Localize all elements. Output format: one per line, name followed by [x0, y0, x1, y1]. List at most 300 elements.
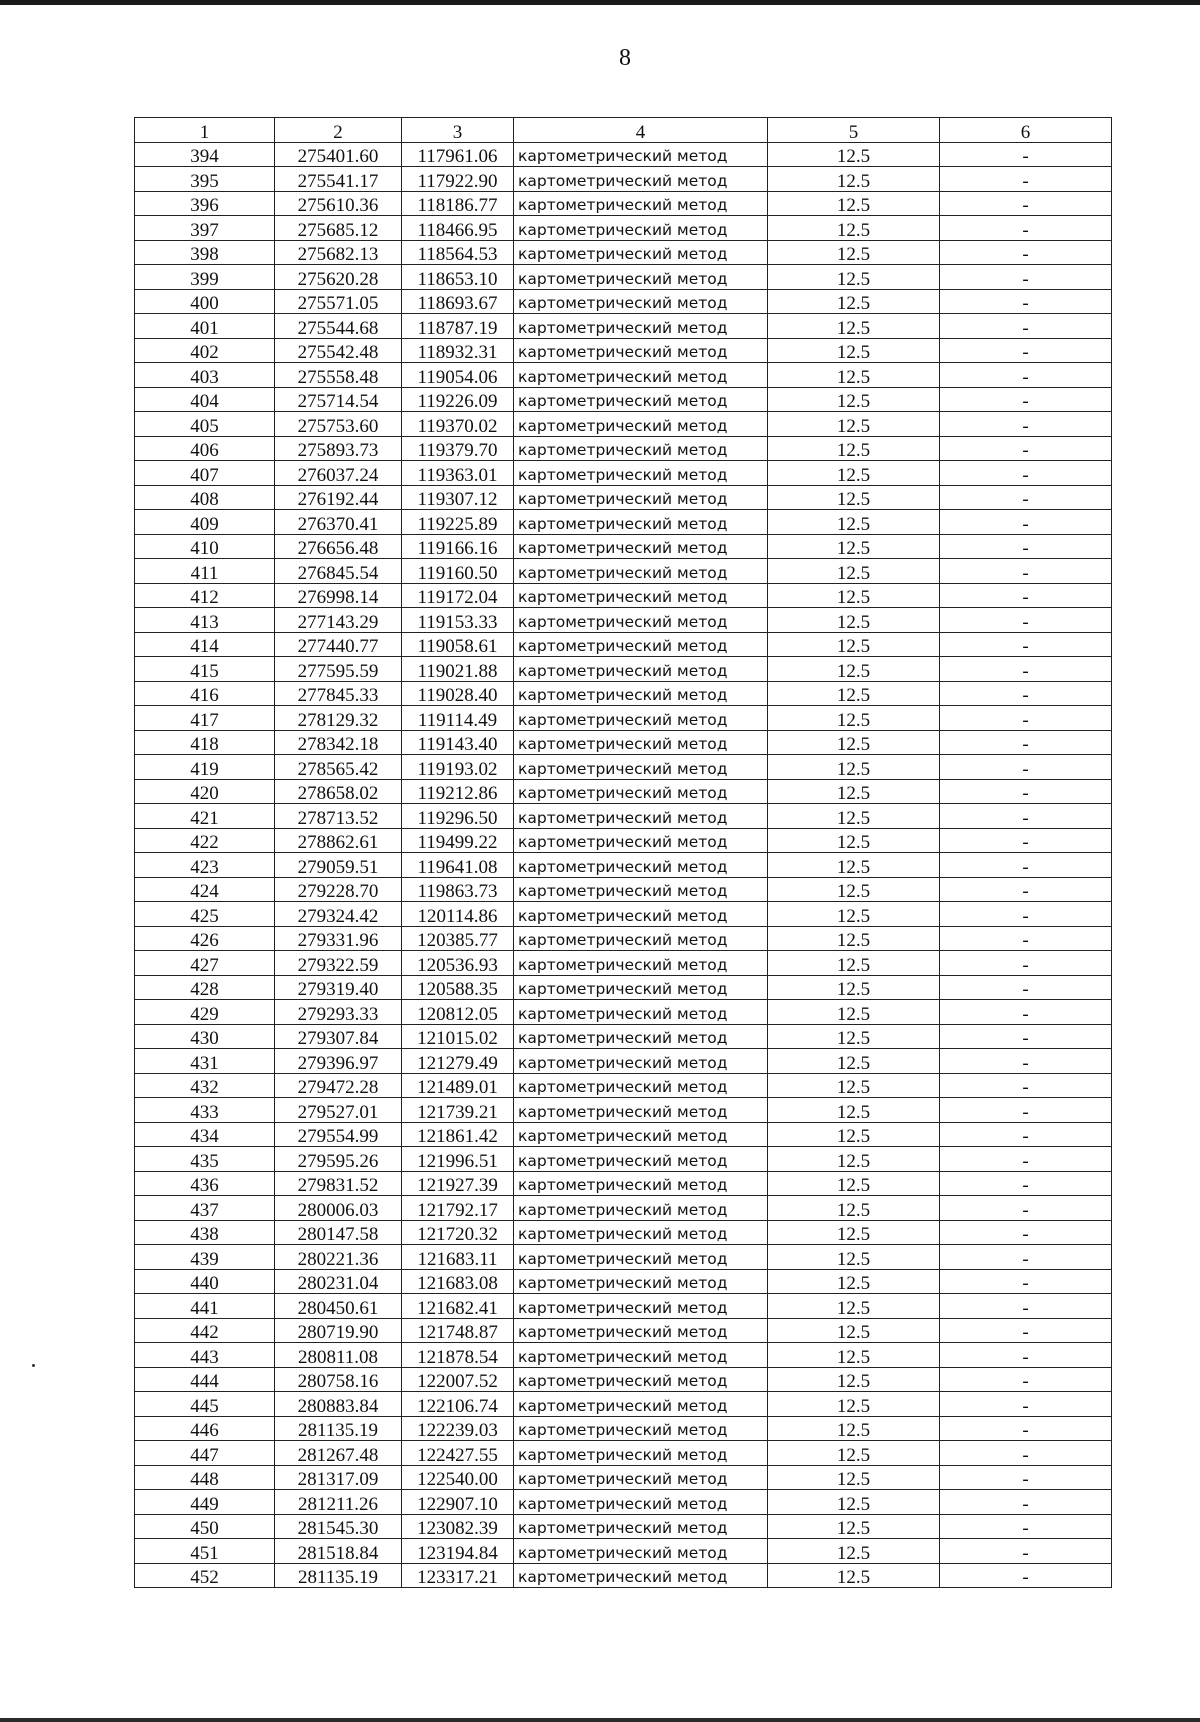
- page-number: 8: [619, 45, 631, 71]
- note-cell: -: [940, 1490, 1112, 1515]
- accuracy-cell: 12.5: [768, 1171, 940, 1196]
- table-row: [135, 1049, 1112, 1074]
- method-cell: картометрический метод: [514, 1465, 768, 1490]
- x-coordinate-cell: 275544.68: [275, 314, 402, 339]
- table-row: [135, 657, 1112, 682]
- note-cell: -: [940, 926, 1112, 951]
- x-coordinate-cell: 279527.01: [275, 1098, 402, 1123]
- accuracy-cell: 12.5: [768, 387, 940, 412]
- method-cell: картометрический метод: [514, 1269, 768, 1294]
- note-cell: -: [940, 461, 1112, 486]
- table-row: [135, 779, 1112, 804]
- accuracy-cell: 12.5: [768, 240, 940, 265]
- accuracy-cell: 12.5: [768, 1392, 940, 1417]
- accuracy-cell: 12.5: [768, 534, 940, 559]
- point-number-cell: 407: [135, 461, 275, 486]
- point-number-cell: 428: [135, 975, 275, 1000]
- point-number-cell: 427: [135, 951, 275, 976]
- point-number-cell: 411: [135, 559, 275, 584]
- x-coordinate-cell: 276998.14: [275, 583, 402, 608]
- coordinates-table: [134, 117, 1112, 1588]
- scan-top-edge: [0, 0, 1200, 5]
- note-cell: -: [940, 1294, 1112, 1319]
- header-col-5: 5: [768, 118, 940, 143]
- table-row: [135, 706, 1112, 731]
- x-coordinate-cell: 281267.48: [275, 1441, 402, 1466]
- method-cell: картометрический метод: [514, 1563, 768, 1588]
- method-cell: картометрический метод: [514, 412, 768, 437]
- note-cell: -: [940, 412, 1112, 437]
- table-row: [135, 1539, 1112, 1564]
- x-coordinate-cell: 275753.60: [275, 412, 402, 437]
- method-cell: картометрический метод: [514, 216, 768, 241]
- method-cell: картометрический метод: [514, 632, 768, 657]
- table-row: [135, 314, 1112, 339]
- note-cell: -: [940, 1416, 1112, 1441]
- note-cell: -: [940, 1049, 1112, 1074]
- method-cell: картометрический метод: [514, 1490, 768, 1515]
- accuracy-cell: 12.5: [768, 1318, 940, 1343]
- table-row: [135, 877, 1112, 902]
- x-coordinate-cell: 279307.84: [275, 1024, 402, 1049]
- y-coordinate-cell: 121015.02: [402, 1024, 514, 1049]
- accuracy-cell: 12.5: [768, 142, 940, 167]
- y-coordinate-cell: 118787.19: [402, 314, 514, 339]
- point-number-cell: 434: [135, 1122, 275, 1147]
- y-coordinate-cell: 121792.17: [402, 1196, 514, 1221]
- table-row: [135, 608, 1112, 633]
- note-cell: -: [940, 804, 1112, 829]
- accuracy-cell: 12.5: [768, 1269, 940, 1294]
- x-coordinate-cell: 279595.26: [275, 1147, 402, 1172]
- y-coordinate-cell: 119021.88: [402, 657, 514, 682]
- y-coordinate-cell: 119058.61: [402, 632, 514, 657]
- y-coordinate-cell: 120588.35: [402, 975, 514, 1000]
- method-cell: картометрический метод: [514, 1024, 768, 1049]
- table-row: [135, 1220, 1112, 1245]
- y-coordinate-cell: 118186.77: [402, 191, 514, 216]
- point-number-cell: 412: [135, 583, 275, 608]
- method-cell: картометрический метод: [514, 534, 768, 559]
- point-number-cell: 439: [135, 1245, 275, 1270]
- accuracy-cell: 12.5: [768, 314, 940, 339]
- note-cell: -: [940, 387, 1112, 412]
- y-coordinate-cell: 119641.08: [402, 853, 514, 878]
- point-number-cell: 410: [135, 534, 275, 559]
- accuracy-cell: 12.5: [768, 1367, 940, 1392]
- note-cell: -: [940, 1098, 1112, 1123]
- method-cell: картометрический метод: [514, 1196, 768, 1221]
- accuracy-cell: 12.5: [768, 583, 940, 608]
- method-cell: картометрический метод: [514, 1171, 768, 1196]
- table-row: [135, 240, 1112, 265]
- note-cell: -: [940, 216, 1112, 241]
- table-row: [135, 559, 1112, 584]
- point-number-cell: 403: [135, 363, 275, 388]
- table-row: [135, 1245, 1112, 1270]
- method-cell: картометрический метод: [514, 314, 768, 339]
- point-number-cell: 405: [135, 412, 275, 437]
- y-coordinate-cell: 121748.87: [402, 1318, 514, 1343]
- accuracy-cell: 12.5: [768, 608, 940, 633]
- accuracy-cell: 12.5: [768, 681, 940, 706]
- method-cell: картометрический метод: [514, 436, 768, 461]
- method-cell: картометрический метод: [514, 1539, 768, 1564]
- point-number-cell: 423: [135, 853, 275, 878]
- header-col-3: 3: [402, 118, 514, 143]
- table-row: [135, 216, 1112, 241]
- accuracy-cell: 12.5: [768, 1024, 940, 1049]
- accuracy-cell: 12.5: [768, 265, 940, 290]
- y-coordinate-cell: 121683.08: [402, 1269, 514, 1294]
- note-cell: -: [940, 755, 1112, 780]
- method-cell: картометрический метод: [514, 485, 768, 510]
- point-number-cell: 415: [135, 657, 275, 682]
- table-row: [135, 1416, 1112, 1441]
- point-number-cell: 404: [135, 387, 275, 412]
- method-cell: картометрический метод: [514, 1416, 768, 1441]
- point-number-cell: 430: [135, 1024, 275, 1049]
- accuracy-cell: 12.5: [768, 1490, 940, 1515]
- y-coordinate-cell: 119166.16: [402, 534, 514, 559]
- x-coordinate-cell: 280231.04: [275, 1269, 402, 1294]
- table-row: [135, 461, 1112, 486]
- table-row: [135, 265, 1112, 290]
- method-cell: картометрический метод: [514, 951, 768, 976]
- accuracy-cell: 12.5: [768, 1514, 940, 1539]
- method-cell: картометрический метод: [514, 583, 768, 608]
- x-coordinate-cell: 280758.16: [275, 1367, 402, 1392]
- method-cell: картометрический метод: [514, 1514, 768, 1539]
- y-coordinate-cell: 119379.70: [402, 436, 514, 461]
- x-coordinate-cell: 278713.52: [275, 804, 402, 829]
- method-cell: картометрический метод: [514, 265, 768, 290]
- table-row: [135, 853, 1112, 878]
- note-cell: -: [940, 1269, 1112, 1294]
- y-coordinate-cell: 122007.52: [402, 1367, 514, 1392]
- table-row: [135, 191, 1112, 216]
- x-coordinate-cell: 275571.05: [275, 289, 402, 314]
- header-col-1: 1: [135, 118, 275, 143]
- y-coordinate-cell: 123194.84: [402, 1539, 514, 1564]
- y-coordinate-cell: 121878.54: [402, 1343, 514, 1368]
- x-coordinate-cell: 275610.36: [275, 191, 402, 216]
- scan-bottom-edge: [0, 1718, 1200, 1722]
- point-number-cell: 417: [135, 706, 275, 731]
- method-cell: картометрический метод: [514, 1441, 768, 1466]
- accuracy-cell: 12.5: [768, 853, 940, 878]
- note-cell: -: [940, 534, 1112, 559]
- note-cell: -: [940, 657, 1112, 682]
- header-col-4: 4: [514, 118, 768, 143]
- note-cell: -: [940, 1514, 1112, 1539]
- x-coordinate-cell: 275620.28: [275, 265, 402, 290]
- note-cell: -: [940, 1024, 1112, 1049]
- table-row: [135, 632, 1112, 657]
- method-cell: картометрический метод: [514, 1367, 768, 1392]
- table-row: [135, 412, 1112, 437]
- table-row: [135, 387, 1112, 412]
- method-cell: картометрический метод: [514, 681, 768, 706]
- method-cell: картометрический метод: [514, 363, 768, 388]
- y-coordinate-cell: 121927.39: [402, 1171, 514, 1196]
- table-row: [135, 1196, 1112, 1221]
- method-cell: картометрический метод: [514, 706, 768, 731]
- note-cell: -: [940, 485, 1112, 510]
- table-row: [135, 1441, 1112, 1466]
- note-cell: -: [940, 853, 1112, 878]
- accuracy-cell: 12.5: [768, 1098, 940, 1123]
- y-coordinate-cell: 119153.33: [402, 608, 514, 633]
- point-number-cell: 420: [135, 779, 275, 804]
- accuracy-cell: 12.5: [768, 216, 940, 241]
- method-cell: картометрический метод: [514, 779, 768, 804]
- point-number-cell: 450: [135, 1514, 275, 1539]
- accuracy-cell: 12.5: [768, 877, 940, 902]
- x-coordinate-cell: 276370.41: [275, 510, 402, 535]
- point-number-cell: 441: [135, 1294, 275, 1319]
- table-row: [135, 1098, 1112, 1123]
- x-coordinate-cell: 281135.19: [275, 1563, 402, 1588]
- y-coordinate-cell: 119028.40: [402, 681, 514, 706]
- method-cell: картометрический метод: [514, 461, 768, 486]
- accuracy-cell: 12.5: [768, 1000, 940, 1025]
- note-cell: -: [940, 1073, 1112, 1098]
- point-number-cell: 406: [135, 436, 275, 461]
- table-row: [135, 1024, 1112, 1049]
- method-cell: картометрический метод: [514, 877, 768, 902]
- y-coordinate-cell: 121720.32: [402, 1220, 514, 1245]
- header-row: [135, 118, 1112, 143]
- point-number-cell: 436: [135, 1171, 275, 1196]
- x-coordinate-cell: 280883.84: [275, 1392, 402, 1417]
- y-coordinate-cell: 119307.12: [402, 485, 514, 510]
- method-cell: картометрический метод: [514, 1245, 768, 1270]
- note-cell: -: [940, 1171, 1112, 1196]
- y-coordinate-cell: 122106.74: [402, 1392, 514, 1417]
- point-number-cell: 414: [135, 632, 275, 657]
- method-cell: картометрический метод: [514, 730, 768, 755]
- y-coordinate-cell: 119114.49: [402, 706, 514, 731]
- table-row: [135, 1465, 1112, 1490]
- y-coordinate-cell: 120114.86: [402, 902, 514, 927]
- note-cell: -: [940, 1318, 1112, 1343]
- x-coordinate-cell: 279322.59: [275, 951, 402, 976]
- note-cell: -: [940, 951, 1112, 976]
- table-row: [135, 755, 1112, 780]
- y-coordinate-cell: 119054.06: [402, 363, 514, 388]
- method-cell: картометрический метод: [514, 167, 768, 192]
- y-coordinate-cell: 119193.02: [402, 755, 514, 780]
- x-coordinate-cell: 275685.12: [275, 216, 402, 241]
- y-coordinate-cell: 121996.51: [402, 1147, 514, 1172]
- y-coordinate-cell: 117961.06: [402, 142, 514, 167]
- accuracy-cell: 12.5: [768, 412, 940, 437]
- note-cell: -: [940, 167, 1112, 192]
- y-coordinate-cell: 123082.39: [402, 1514, 514, 1539]
- header-col-2: 2: [275, 118, 402, 143]
- x-coordinate-cell: 275893.73: [275, 436, 402, 461]
- note-cell: -: [940, 632, 1112, 657]
- table-row: [135, 1147, 1112, 1172]
- accuracy-cell: 12.5: [768, 1196, 940, 1221]
- note-cell: -: [940, 559, 1112, 584]
- x-coordinate-cell: 276037.24: [275, 461, 402, 486]
- accuracy-cell: 12.5: [768, 951, 940, 976]
- x-coordinate-cell: 279293.33: [275, 1000, 402, 1025]
- note-cell: -: [940, 1392, 1112, 1417]
- x-coordinate-cell: 275682.13: [275, 240, 402, 265]
- x-coordinate-cell: 279554.99: [275, 1122, 402, 1147]
- method-cell: картометрический метод: [514, 1294, 768, 1319]
- x-coordinate-cell: 278658.02: [275, 779, 402, 804]
- table-row: [135, 1514, 1112, 1539]
- y-coordinate-cell: 119370.02: [402, 412, 514, 437]
- point-number-cell: 444: [135, 1367, 275, 1392]
- table-row: [135, 583, 1112, 608]
- accuracy-cell: 12.5: [768, 1049, 940, 1074]
- point-number-cell: 442: [135, 1318, 275, 1343]
- point-number-cell: 401: [135, 314, 275, 339]
- y-coordinate-cell: 122239.03: [402, 1416, 514, 1441]
- table-row: [135, 1122, 1112, 1147]
- y-coordinate-cell: 119226.09: [402, 387, 514, 412]
- accuracy-cell: 12.5: [768, 289, 940, 314]
- note-cell: -: [940, 608, 1112, 633]
- method-cell: картометрический метод: [514, 1392, 768, 1417]
- accuracy-cell: 12.5: [768, 779, 940, 804]
- table-header: [135, 118, 1112, 143]
- note-cell: -: [940, 1539, 1112, 1564]
- y-coordinate-cell: 122540.00: [402, 1465, 514, 1490]
- table-row: [135, 1563, 1112, 1588]
- point-number-cell: 447: [135, 1441, 275, 1466]
- method-cell: картометрический метод: [514, 510, 768, 535]
- point-number-cell: 445: [135, 1392, 275, 1417]
- method-cell: картометрический метод: [514, 559, 768, 584]
- x-coordinate-cell: 279396.97: [275, 1049, 402, 1074]
- x-coordinate-cell: 277845.33: [275, 681, 402, 706]
- point-number-cell: 440: [135, 1269, 275, 1294]
- y-coordinate-cell: 119363.01: [402, 461, 514, 486]
- method-cell: картометрический метод: [514, 828, 768, 853]
- method-cell: картометрический метод: [514, 1073, 768, 1098]
- accuracy-cell: 12.5: [768, 926, 940, 951]
- table-row: [135, 926, 1112, 951]
- method-cell: картометрический метод: [514, 926, 768, 951]
- point-number-cell: 435: [135, 1147, 275, 1172]
- note-cell: -: [940, 902, 1112, 927]
- accuracy-cell: 12.5: [768, 1343, 940, 1368]
- point-number-cell: 422: [135, 828, 275, 853]
- point-number-cell: 446: [135, 1416, 275, 1441]
- x-coordinate-cell: 281518.84: [275, 1539, 402, 1564]
- y-coordinate-cell: 121682.41: [402, 1294, 514, 1319]
- x-coordinate-cell: 281211.26: [275, 1490, 402, 1515]
- table-row: [135, 510, 1112, 535]
- accuracy-cell: 12.5: [768, 1294, 940, 1319]
- note-cell: -: [940, 877, 1112, 902]
- accuracy-cell: 12.5: [768, 510, 940, 535]
- method-cell: картометрический метод: [514, 1000, 768, 1025]
- point-number-cell: 425: [135, 902, 275, 927]
- point-number-cell: 416: [135, 681, 275, 706]
- y-coordinate-cell: 118466.95: [402, 216, 514, 241]
- y-coordinate-cell: 122427.55: [402, 1441, 514, 1466]
- method-cell: картометрический метод: [514, 1122, 768, 1147]
- accuracy-cell: 12.5: [768, 436, 940, 461]
- table-row: [135, 436, 1112, 461]
- point-number-cell: 437: [135, 1196, 275, 1221]
- point-number-cell: 432: [135, 1073, 275, 1098]
- accuracy-cell: 12.5: [768, 1147, 940, 1172]
- point-number-cell: 448: [135, 1465, 275, 1490]
- y-coordinate-cell: 117922.90: [402, 167, 514, 192]
- point-number-cell: 398: [135, 240, 275, 265]
- note-cell: -: [940, 1000, 1112, 1025]
- method-cell: картометрический метод: [514, 1220, 768, 1245]
- accuracy-cell: 12.5: [768, 559, 940, 584]
- table-row: [135, 1318, 1112, 1343]
- x-coordinate-cell: 280221.36: [275, 1245, 402, 1270]
- note-cell: -: [940, 191, 1112, 216]
- note-cell: -: [940, 338, 1112, 363]
- x-coordinate-cell: 275714.54: [275, 387, 402, 412]
- x-coordinate-cell: 280006.03: [275, 1196, 402, 1221]
- accuracy-cell: 12.5: [768, 657, 940, 682]
- method-cell: картометрический метод: [514, 853, 768, 878]
- y-coordinate-cell: 121279.49: [402, 1049, 514, 1074]
- note-cell: -: [940, 289, 1112, 314]
- note-cell: -: [940, 706, 1112, 731]
- note-cell: -: [940, 828, 1112, 853]
- y-coordinate-cell: 118693.67: [402, 289, 514, 314]
- x-coordinate-cell: 278342.18: [275, 730, 402, 755]
- table-row: [135, 804, 1112, 829]
- accuracy-cell: 12.5: [768, 755, 940, 780]
- x-coordinate-cell: 280719.90: [275, 1318, 402, 1343]
- note-cell: -: [940, 1122, 1112, 1147]
- y-coordinate-cell: 119296.50: [402, 804, 514, 829]
- y-coordinate-cell: 118653.10: [402, 265, 514, 290]
- y-coordinate-cell: 119499.22: [402, 828, 514, 853]
- x-coordinate-cell: 275401.60: [275, 142, 402, 167]
- y-coordinate-cell: 119172.04: [402, 583, 514, 608]
- note-cell: -: [940, 363, 1112, 388]
- x-coordinate-cell: 281135.19: [275, 1416, 402, 1441]
- x-coordinate-cell: 280147.58: [275, 1220, 402, 1245]
- note-cell: -: [940, 314, 1112, 339]
- accuracy-cell: 12.5: [768, 1539, 940, 1564]
- note-cell: -: [940, 1196, 1112, 1221]
- note-cell: -: [940, 681, 1112, 706]
- table-row: [135, 951, 1112, 976]
- table-row: [135, 167, 1112, 192]
- x-coordinate-cell: 276845.54: [275, 559, 402, 584]
- note-cell: -: [940, 265, 1112, 290]
- accuracy-cell: 12.5: [768, 485, 940, 510]
- point-number-cell: 397: [135, 216, 275, 241]
- y-coordinate-cell: 119212.86: [402, 779, 514, 804]
- note-cell: -: [940, 1343, 1112, 1368]
- table-row: [135, 828, 1112, 853]
- accuracy-cell: 12.5: [768, 1245, 940, 1270]
- table-row: [135, 1490, 1112, 1515]
- method-cell: картометрический метод: [514, 975, 768, 1000]
- accuracy-cell: 12.5: [768, 902, 940, 927]
- table-row: [135, 1392, 1112, 1417]
- y-coordinate-cell: 119863.73: [402, 877, 514, 902]
